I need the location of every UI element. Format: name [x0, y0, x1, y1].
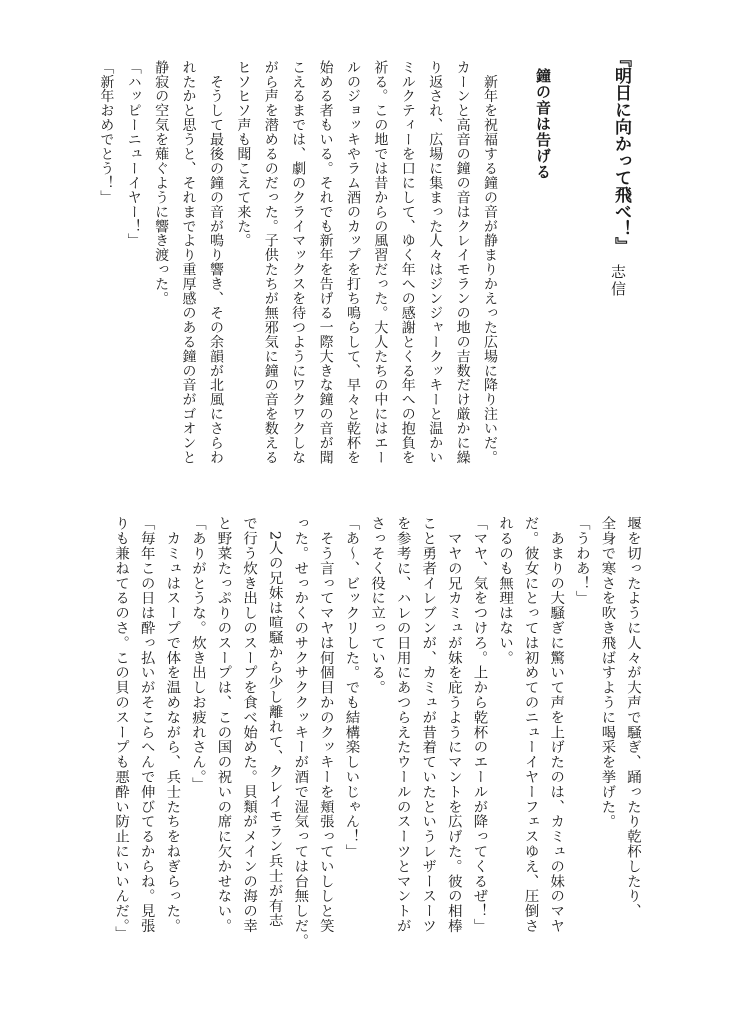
text-line: 「ハッピーニューイヤー！」 — [125, 60, 142, 248]
text-line: れるのも無理はない。 — [497, 516, 514, 665]
text-line: あまりの大騒ぎに驚いて声を上げたのは、カミュの妹のマヤ — [548, 516, 565, 934]
text-line: カミュはスープで体を温めながら、兵士たちをねぎらった。 — [164, 516, 181, 934]
text-line: 始める者もいる。それでも新年を告げる一際大きな鐘の音が聞 — [317, 60, 334, 465]
text-line: さっそく役に立っている。 — [369, 516, 386, 695]
text-line: った。せっかくのサクサククッキーが酒で湿気っては台無しだ。 — [292, 516, 309, 949]
text-line: ミルクティーを口にして、ゆく年への感謝とくる年への抱負を — [399, 60, 416, 465]
text-line: ルのジョッキやラム酒のカップを打ち鳴らして、早々と乾杯を — [344, 60, 361, 465]
text-line: 祈る。この地では昔からの風習だった。大人たちの中にはエー — [372, 60, 389, 465]
text-line: 堰を切ったように人々が大声で騒ぎ、踊ったり乾杯したり、 — [625, 516, 641, 919]
upper-text-block — [92, 60, 503, 465]
text-line: 静寂の空気を薙ぐように響き渡った。 — [153, 60, 170, 306]
text-line: 「新年おめでとう！」 — [98, 60, 115, 205]
text-line: こと勇者イレブンが、カミュが昔着ていたというレザースーツ — [420, 516, 437, 934]
text-line: そう言ってマヤは何個目かのクッキーを頬張っていししと笑 — [317, 516, 334, 934]
text-line: 新年を祝福する鐘の音が静まりかえった広場に降り注いだ。 — [482, 60, 498, 465]
text-line: 2人の兄妹は喧騒から少し離れて、クレイモラン兵士が有志 — [266, 516, 283, 928]
text-line: 全身で寒さを吹き飛ばすように喝采を挙げた。 — [599, 516, 616, 829]
text-line: 「マヤ、気をつけろ。上から乾杯のエールが降ってくるぜ！」 — [471, 516, 488, 934]
story-title: 『明日に向かって飛べ！』 — [611, 50, 631, 254]
text-line: がら声を潜めるのだった。子供たちが無邪気に鐘の音を数える — [262, 60, 279, 465]
text-line: で行う炊き出しのスープを食べ始めた。貝類がメインの海の幸 — [241, 516, 258, 934]
chapter-heading: 鐘の音は告げる — [534, 68, 552, 180]
text-line: だ。彼女にとっては初めてのニューイヤーフェスゆえ、圧倒さ — [522, 516, 539, 934]
text-line: 「あ～、ビックリした。でも結構楽しいじゃん！」 — [343, 516, 360, 859]
text-line: ヒソヒソ声も聞こえて来た。 — [235, 60, 252, 248]
text-line: 「ありがとうな。炊き出しお疲れさん。」 — [189, 516, 206, 792]
text-line: カーンと高音の鐘の音はクレイモランの地の吉数だけ厳かに繰 — [454, 60, 471, 465]
text-line: マヤの兄カミュが妹を庇うようにマントを広げた。彼の相棒 — [445, 516, 462, 934]
text-line: こえるまでは、劇のクライマックスを待つようにワクワクしな — [290, 60, 307, 465]
text-line: と野菜たっぷりのスープは、この国の祝いの席に欠かせない。 — [215, 516, 232, 934]
text-line: れたかと思うと、それまでより重厚感のある鐘の音がゴオンと — [180, 60, 197, 465]
text-line: 「うわあ！」 — [573, 516, 590, 606]
text-line: そうして最後の鐘の音が鳴り響き、その余韻が北風にさらわ — [207, 60, 224, 465]
lower-text-block — [108, 516, 645, 948]
text-line: り返され、広場に集まった人々はジンジャークッキーと温かい — [427, 60, 444, 465]
text-line: を参考に、ハレの日用にあつらえたウールのスーツとマントが — [394, 516, 411, 934]
author-name: 志信 — [609, 264, 627, 298]
text-line: りも兼ねてるのさ。この貝のスープも悪酔い防止にいいんだ。」 — [113, 516, 130, 941]
text-line: 「毎年この日は酔っ払いがそこらへんで伸びてるからね。見張 — [138, 516, 155, 934]
